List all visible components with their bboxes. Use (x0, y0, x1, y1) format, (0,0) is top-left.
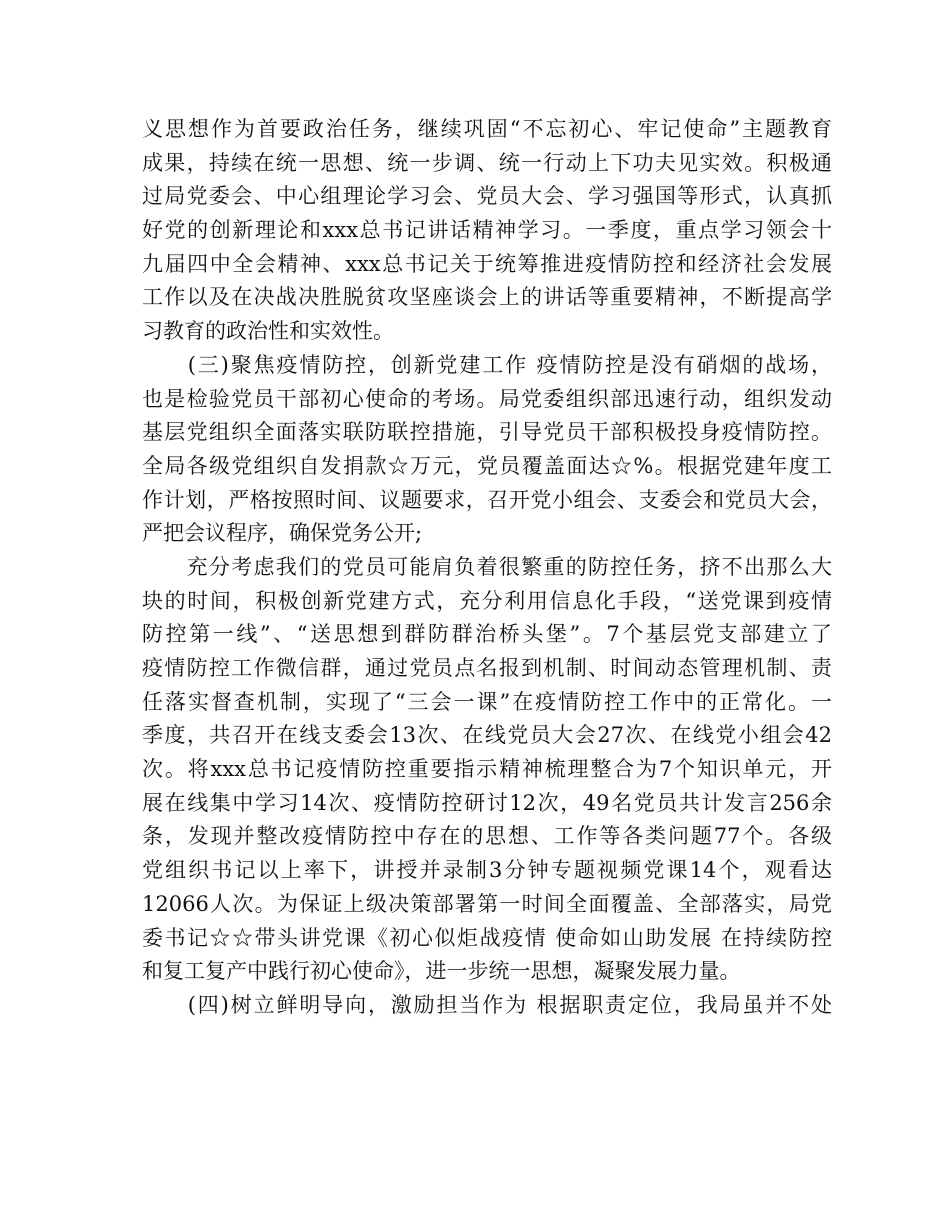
text-line: 过局党委会、中心组理论学习会、党员大会、学习强国等形式，认真抓 (142, 184, 832, 209)
text-line: 次。将xxx总书记疫情防控重要指示精神梳理整合为7个知识单元，开 (142, 757, 832, 782)
text-line: 义思想作为首要政治任务，继续巩固“不忘初心、牢记使命”主题教育 (142, 117, 832, 141)
text-line: 工作以及在决战决胜脱贫攻坚座谈会上的讲话等重要精神，不断提高学 (142, 285, 832, 310)
document-body (142, 113, 832, 1023)
paragraph-start-line: 充分考虑我们的党员可能肩负着很繁重的防控任务，挤不出那么大 (142, 554, 832, 579)
text-line: 展在线集中学习14次、疫情防控研讨12次，49名党员共计发言256余 (142, 790, 832, 815)
text-line: 作计划，严格按照时间、议题要求，召开党小组会、支委会和党员大会， (142, 487, 832, 512)
text-line: 习教育的政治性和实效性。 (142, 319, 394, 344)
section-heading-line: (四)树立鲜明导向，激励担当作为 根据职责定位，我局虽并不处 (142, 992, 832, 1017)
text-line: 季度，共召开在线支委会13次、在线党员大会27次、在线党小组会42 (142, 723, 832, 748)
text-line: 九届四中全会精神、xxx总书记关于统筹推进疫情防控和经济社会发展 (142, 251, 832, 276)
text-line: 块的时间，积极创新党建方式，充分利用信息化手段，“送党课到疫情 (142, 588, 832, 613)
text-line: 和复工复产中践行初心使命》，进一步统一思想，凝聚发展力量。 (142, 959, 741, 984)
text-line: 12066人次。为保证上级决策部署第一时间全面覆盖、全部落实，局党 (142, 891, 832, 916)
section-heading-line: (三)聚焦疫情防控，创新党建工作 疫情防控是没有硝烟的战场， (142, 352, 832, 377)
text-line: 严把会议程序，确保党务公开; (142, 521, 423, 546)
text-line: 全局各级党组织自发捐款☆万元，党员覆盖面达☆%。根据党建年度工 (142, 453, 832, 478)
text-line: 条，发现并整改疫情防控中存在的思想、工作等各类问题77个。各级 (142, 824, 832, 849)
text-line: 也是检验党员干部初心使命的考场。局党委组织部迅速行动，组织发动 (142, 386, 832, 411)
text-line: 委书记☆☆带头讲党课《初心似炬战疫情 使命如山助发展 在持续防控 (142, 925, 832, 950)
text-line: 党组织书记以上率下，讲授并录制3分钟专题视频党课14个，观看达 (142, 858, 832, 883)
text-line: 成果，持续在统一思想、统一步调、统一行动上下功夫见实效。积极通 (142, 150, 832, 175)
text-line: 任落实督查机制，实现了“三会一课”在疫情防控工作中的正常化。一 (142, 689, 832, 714)
text-line: 基层党组织全面落实联防联控措施，引导党员干部积极投身疫情防控。 (142, 420, 832, 445)
text-line: 好党的创新理论和xxx总书记讲话精神学习。一季度，重点学习领会十 (142, 218, 832, 243)
text-line: 疫情防控工作微信群，通过党员点名报到机制、时间动态管理机制、责 (142, 656, 832, 680)
text-line: 防控第一线”、“送思想到群防群治桥头堡”。7个基层党支部建立了 (142, 622, 832, 647)
